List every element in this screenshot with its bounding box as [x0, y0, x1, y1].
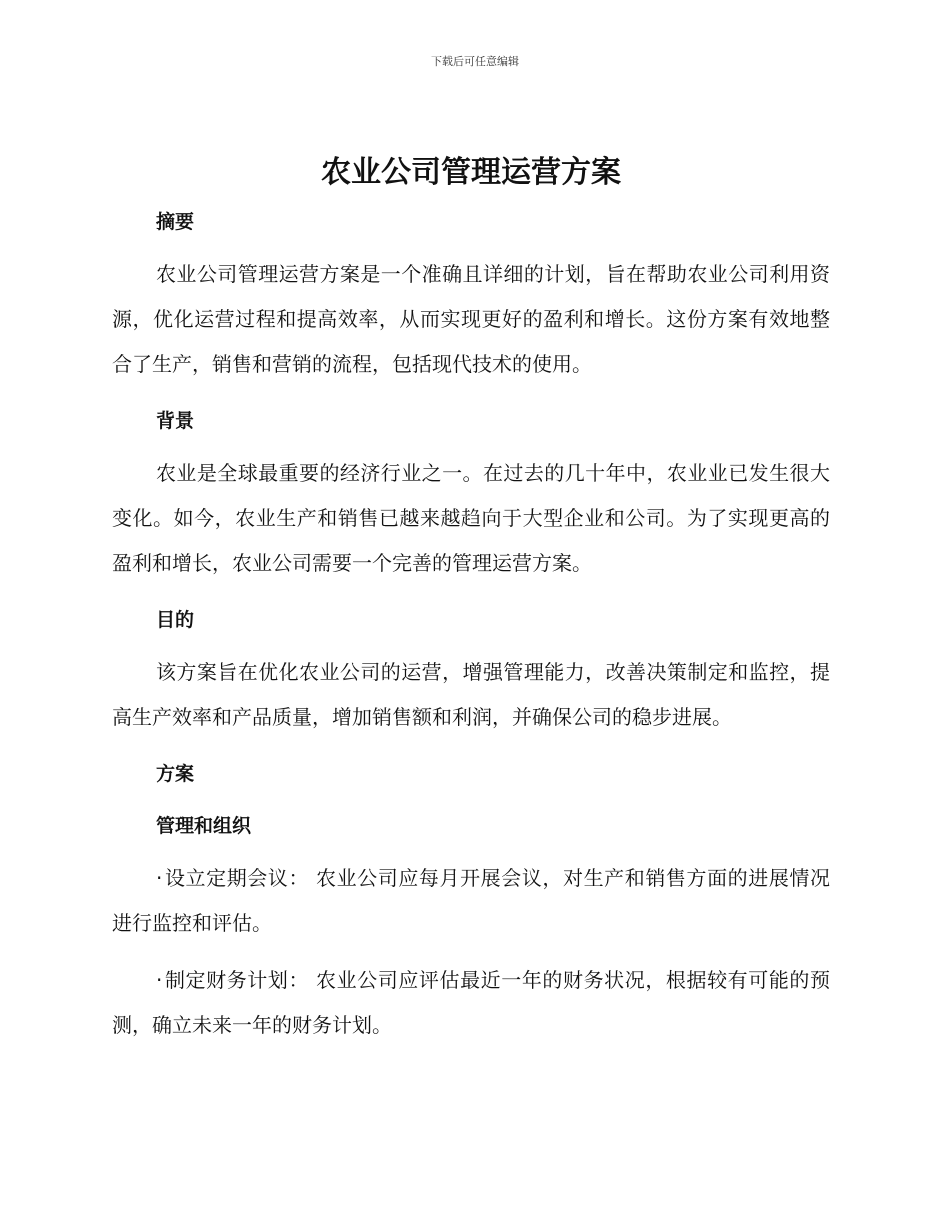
document-title: 农业公司管理运营方案 — [321, 155, 621, 190]
bullet-item — [112, 958, 830, 1048]
bullet-text: 农业公司应评估最近一年的财务状况，根据较有可能的预测，确立未来一年的财务计划。 — [112, 968, 831, 1037]
page-header-note: 下载后可任意编辑 — [431, 55, 519, 68]
bullet-mark: · — [156, 866, 163, 890]
bullet-item — [112, 856, 830, 946]
section-paragraph-purpose: 该方案旨在优化农业公司的运营，增强管理能力，改善决策制定和监控，提高生产效率和产品质量，增加销售额和利润，并确保公司的稳步进展。 — [112, 660, 830, 729]
section-heading-purpose: 目的 — [156, 609, 195, 631]
bullet-label: 设立定期会议： — [164, 866, 310, 890]
section-paragraph-background: 农业是全球最重要的经济行业之一。在过去的几十年中，农业业已发生很大变化。如今，农业生产和销售已越来越趋向于大型企业和公司。为了实现更高的盈利和增长，农业公司需要一个完善的管理运营方案。 — [112, 461, 830, 575]
section-heading-plan: 方案 — [156, 763, 195, 785]
section-heading-abstract: 摘要 — [156, 211, 195, 233]
bullet-mark: · — [156, 968, 163, 992]
section-heading-management: 管理和组织 — [156, 815, 252, 837]
section-paragraph-abstract: 农业公司管理运营方案是一个准确且详细的计划，旨在帮助农业公司利用资源，优化运营过程和提高效率，从而实现更好的盈利和增长。这份方案有效地整合了生产，销售和营销的流程，包括现代技术的使用。 — [112, 262, 830, 376]
bullet-text: 农业公司应每月开展会议，对生产和销售方面的进展情况进行监控和评估。 — [112, 866, 831, 935]
bullet-label: 制定财务计划： — [164, 968, 310, 992]
document-body — [112, 148, 830, 1048]
section-heading-background: 背景 — [156, 410, 195, 432]
